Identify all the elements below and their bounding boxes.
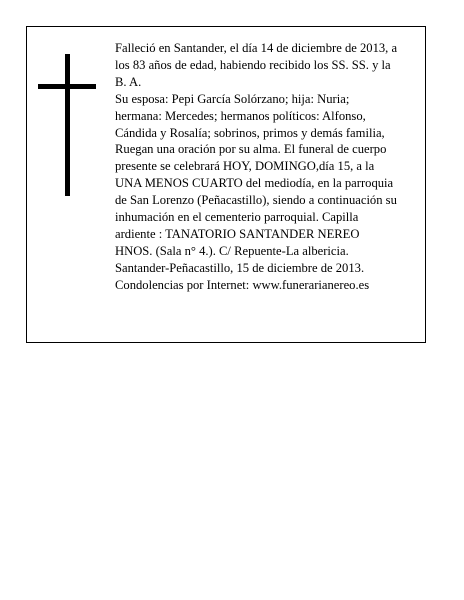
- notice-line: ardiente : TANATORIO SANTANDER NEREO: [115, 226, 360, 241]
- notice-line: Santander-Peñacastillo, 15 de diciembre de 2013.: [115, 260, 365, 275]
- notice-line: UNA MENOS CUARTO del mediodía, en la parroquia: [115, 176, 394, 191]
- notice-line: de San Lorenzo (Peñacastillo), siendo a continuación su: [115, 193, 397, 208]
- notice-line: Cándida y Rosalía; sobrinos, primos y demás familia,: [115, 125, 385, 140]
- cross-vertical-bar: [65, 54, 70, 196]
- notice-line: inhumación en el cementerio parroquial. Capilla: [115, 210, 359, 225]
- notice-line: Su esposa: Pepi García Solórzano; hija: Nuria;: [115, 91, 350, 106]
- notice-line: Falleció en Santander, el día 14 de diciembre de 2013, a: [115, 41, 398, 55]
- cross-icon: [38, 54, 96, 196]
- notice-line: presente se celebrará HOY, DOMINGO,día 15, a la: [115, 159, 375, 174]
- notice-line: Ruegan una oración por su alma. El funeral de cuerpo: [115, 142, 387, 157]
- notice-line: HNOS. (Sala n° 4.). C/ Repuente-La albericia.: [115, 243, 349, 258]
- notice-line: B. A.: [115, 74, 142, 89]
- notice-line: Condolencias por Internet: www.funerarianereo.es: [115, 277, 370, 292]
- cross-horizontal-bar: [38, 84, 96, 89]
- obituary-text: [115, 40, 421, 294]
- notice-line: los 83 años de edad, habiendo recibido los SS. SS. y la: [115, 57, 391, 72]
- notice-line: hermana: Mercedes; hermanos políticos: Alfonso,: [115, 108, 366, 123]
- obituary-notice: [26, 26, 426, 343]
